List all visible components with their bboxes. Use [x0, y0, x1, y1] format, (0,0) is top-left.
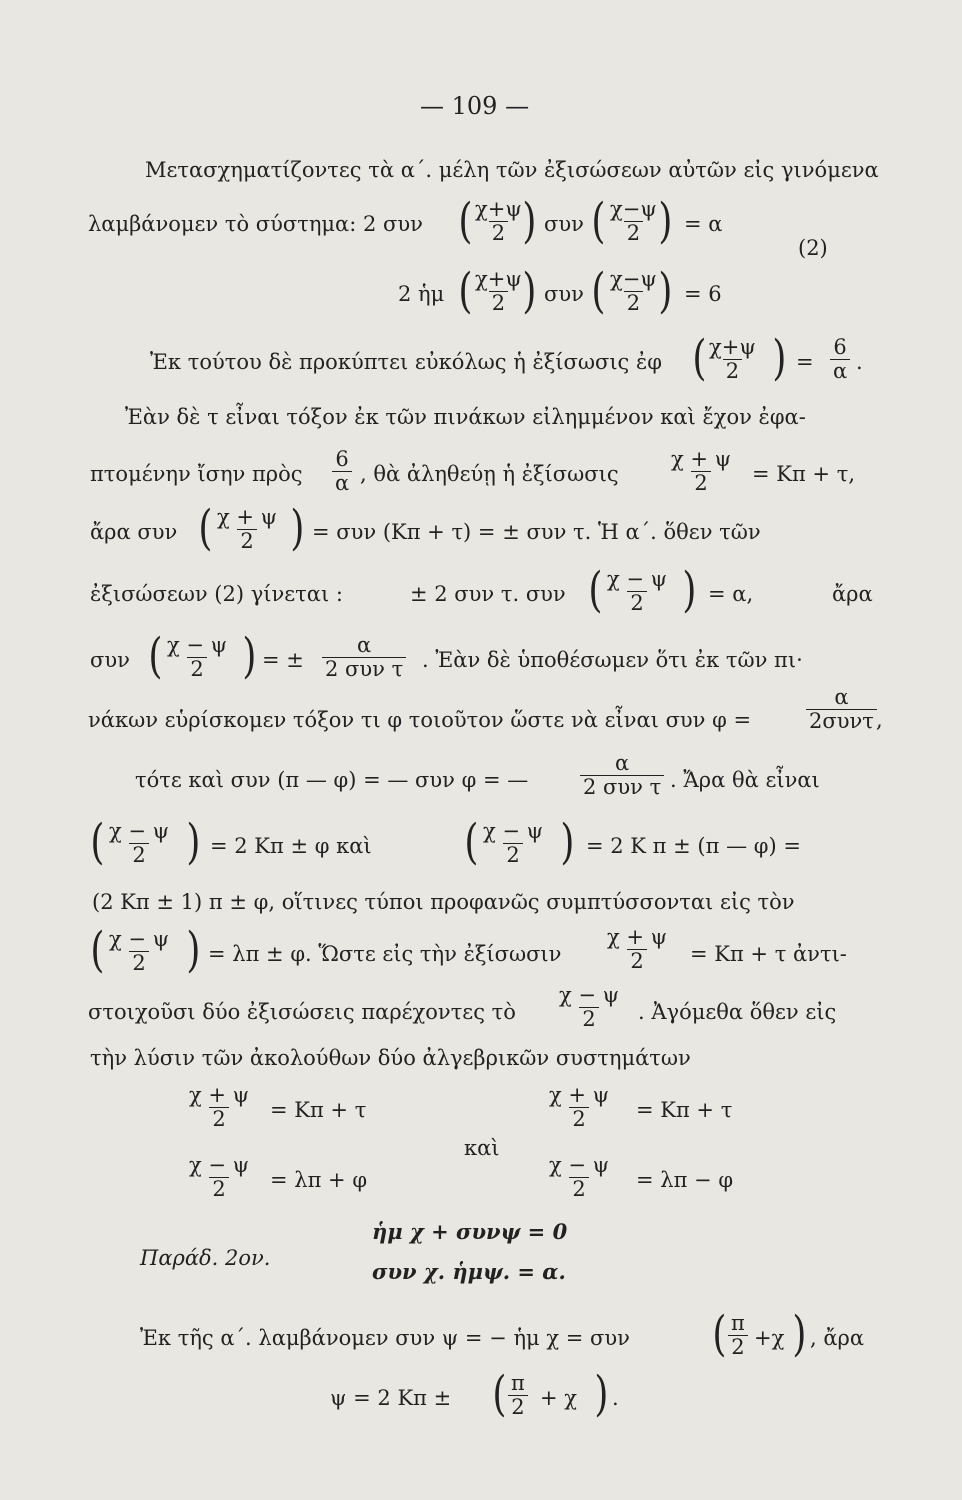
denominator: 2: [129, 951, 148, 975]
paren-right: ): [186, 922, 201, 978]
text-fragment: . Ἄρα θὰ εἶναι: [670, 768, 820, 792]
example-equation-1: ἡμ χ + συνψ = 0: [372, 1219, 568, 1244]
denominator: 2 συν τ: [322, 657, 406, 681]
denominator: 2: [489, 221, 508, 245]
example-label: Παράδ. 2ον.: [140, 1246, 271, 1270]
fraction: [607, 268, 660, 315]
fraction: [668, 448, 734, 495]
text-fragment: = λπ ± φ. Ὥστε εἰς τὴν ἐξίσωσιν: [208, 942, 562, 966]
fraction: [604, 568, 670, 615]
denominator: 2: [569, 1177, 588, 1201]
numerator: α: [357, 633, 372, 657]
numerator: α: [834, 685, 849, 709]
fraction: [556, 984, 622, 1031]
fraction: [806, 686, 877, 733]
paren-left: (: [692, 330, 707, 386]
denominator: 2: [237, 529, 256, 553]
text-fragment: καὶ: [464, 1136, 500, 1160]
text-line-8: ἐξισώσεων (2) γίνεται :: [90, 582, 343, 606]
denominator: 2: [508, 1395, 527, 1419]
numerator: χ+ψ: [709, 335, 756, 359]
numerator: χ − ψ: [189, 1153, 250, 1177]
fraction: [214, 506, 280, 553]
text-fragment: ,: [876, 708, 883, 732]
text-fragment: = Κπ + τ: [270, 1098, 367, 1122]
fraction: [706, 336, 759, 383]
text-fragment: .: [856, 350, 863, 374]
numerator: χ − ψ: [109, 927, 170, 951]
paren-right: ): [186, 814, 201, 870]
fraction: [728, 1312, 748, 1359]
text-fragment: συν: [544, 282, 584, 306]
fraction: [472, 268, 525, 315]
paren-right: ): [522, 193, 537, 249]
numerator: χ+ψ: [475, 197, 522, 221]
denominator: 2: [627, 591, 646, 615]
fraction: [322, 634, 406, 681]
paren-right: ): [772, 330, 787, 386]
paren-left: (: [464, 814, 479, 870]
paren-right: ): [792, 1306, 807, 1362]
text-fragment: = α,: [708, 582, 754, 606]
paren-left: (: [712, 1306, 727, 1362]
paren-left: (: [458, 263, 473, 319]
equation-tag: (2): [798, 236, 828, 260]
numerator: χ − ψ: [549, 1153, 610, 1177]
fraction: [480, 820, 546, 867]
example-equation-2: συν χ. ἡμψ. = α.: [372, 1259, 566, 1284]
numerator: χ − ψ: [109, 819, 170, 843]
fraction: [186, 1084, 252, 1131]
text-fragment: . Ἀγόμεθα ὅθεν εἰς: [638, 1000, 837, 1024]
text-fragment: = 2 Κπ ± φ καὶ: [210, 834, 372, 858]
fraction: [332, 448, 352, 495]
fraction: [472, 198, 525, 245]
text-fragment: = συν (Κπ + τ) = ± συν τ. Ἡ α΄. ὅθεν τῶν: [312, 520, 761, 544]
text-line-7: ἄρα συν: [90, 520, 178, 544]
denominator: 2: [187, 657, 206, 681]
text-fragment: ± 2 συν τ. συν: [410, 582, 566, 606]
numerator: π: [511, 1371, 525, 1395]
fraction: [546, 1154, 612, 1201]
paren-left: (: [458, 193, 473, 249]
numerator: χ−ψ: [610, 267, 657, 291]
text-line-15: στοιχοῦσι δύο ἐξισώσεις παρέχοντες τὸ: [88, 1000, 516, 1024]
paren-right: ): [522, 263, 537, 319]
text-fragment: 2 ἡμ: [398, 282, 445, 306]
text-fragment: ἄρα: [832, 582, 873, 606]
text-fragment: =: [796, 350, 814, 374]
denominator: 2: [129, 843, 148, 867]
text-fragment: συν: [544, 212, 584, 236]
numerator: χ − ψ: [559, 983, 620, 1007]
denominator: 2συντ: [806, 709, 877, 733]
numerator: χ + ψ: [607, 925, 668, 949]
fraction: [106, 928, 172, 975]
denominator: 2 συν τ: [580, 775, 664, 799]
text-line-6: πτομένην ἴσην πρὸς: [90, 462, 303, 486]
text-fragment: .: [612, 1386, 619, 1410]
text-line-1: Μετασχηματίζοντες τὰ α΄. μέλη τῶν ἐξισώσεων αὐτῶν εἰς γινόμενα: [145, 158, 879, 182]
paren-left: (: [148, 628, 163, 684]
numerator: 6: [833, 335, 847, 359]
paren-left: (: [198, 500, 213, 556]
text-fragment: = λπ + φ: [270, 1168, 368, 1192]
numerator: π: [731, 1311, 745, 1335]
denominator: 2: [627, 949, 646, 973]
text-fragment: = Κπ + τ: [636, 1098, 733, 1122]
paren-left: (: [588, 562, 603, 618]
numerator: χ + ψ: [549, 1083, 610, 1107]
denominator: 2: [503, 843, 522, 867]
numerator: χ + ψ: [671, 447, 732, 471]
fraction: [830, 336, 850, 383]
text-line-21: ψ = 2 Κπ ±: [330, 1386, 452, 1410]
fraction: [106, 820, 172, 867]
denominator: α: [332, 471, 352, 495]
page-number: — 109 —: [420, 92, 530, 120]
paren-left: (: [591, 193, 606, 249]
text-fragment: + χ: [540, 1386, 577, 1410]
numerator: χ − ψ: [483, 819, 544, 843]
paren-right: ): [682, 562, 697, 618]
denominator: 2: [624, 291, 643, 315]
text-line-2: λαμβάνομεν τὸ σύστημα: 2 συν: [88, 212, 423, 236]
paren-left: (: [591, 263, 606, 319]
fraction: [164, 634, 230, 681]
numerator: α: [615, 751, 630, 775]
paren-right: ): [290, 500, 305, 556]
numerator: χ−ψ: [610, 197, 657, 221]
text-fragment: . Ἐὰν δὲ ὑποθέσωμεν ὅτι ἐκ τῶν πι·: [422, 648, 803, 672]
denominator: 2: [579, 1007, 598, 1031]
text-line-4: Ἐκ τούτου δὲ προκύπτει εὐκόλως ἡ ἐξίσωσις ἐφ: [150, 350, 662, 374]
text-fragment: = Κπ + τ,: [752, 462, 856, 486]
text-line-10: νάκων εὑρίσκομεν τόξον τι φ τοιοῦτον ὥστε νὰ εἶναι συν φ =: [88, 708, 752, 732]
numerator: χ + ψ: [189, 1083, 250, 1107]
fraction: [580, 752, 664, 799]
text-fragment: = α: [684, 212, 723, 236]
numerator: χ+ψ: [475, 267, 522, 291]
paren-right: ): [242, 628, 257, 684]
text-fragment: = ±: [262, 648, 304, 672]
text-line-5: Ἐὰν δὲ τ εἶναι τόξον ἐκ τῶν πινάκων εἰλημμένον καὶ ἔχον ἐφα-: [125, 405, 806, 429]
text-fragment: = Κπ + τ ἀντι-: [690, 942, 847, 966]
text-line-9: συν: [90, 648, 130, 672]
text-line-13: (2 Κπ ± 1) π ± φ, οἵτινες τύποι προφανῶς συμπτύσσονται εἰς τὸν: [92, 890, 795, 914]
paren-right: ): [658, 193, 673, 249]
denominator: 2: [209, 1177, 228, 1201]
fraction: [607, 198, 660, 245]
text-fragment: = 2 Κ π ± (π — φ) =: [586, 834, 801, 858]
numerator: χ + ψ: [217, 505, 278, 529]
denominator: α: [830, 359, 850, 383]
denominator: 2: [728, 1335, 747, 1359]
denominator: 2: [569, 1107, 588, 1131]
numerator: 6: [335, 447, 349, 471]
denominator: 2: [624, 221, 643, 245]
paren-left: (: [90, 922, 105, 978]
text-line-16: τὴν λύσιν τῶν ἀκολούθων δύο ἀλγεβρικῶν συστημάτων: [90, 1046, 691, 1070]
fraction: [604, 926, 670, 973]
denominator: 2: [489, 291, 508, 315]
numerator: χ − ψ: [607, 567, 668, 591]
denominator: 2: [691, 471, 710, 495]
fraction: [508, 1372, 528, 1419]
text-line-20: Ἐκ τῆς α΄. λαμβάνομεν συν ψ = − ἡμ χ = συν: [140, 1326, 630, 1350]
paren-right: ): [658, 263, 673, 319]
fraction: [546, 1084, 612, 1131]
text-fragment: = 6: [684, 282, 722, 306]
text-line-11: τότε καὶ συν (π — φ) = — συν φ = —: [135, 768, 529, 792]
fraction: [186, 1154, 252, 1201]
text-fragment: +χ: [754, 1326, 785, 1350]
paren-right: ): [594, 1366, 609, 1422]
text-fragment: = λπ − φ: [636, 1168, 734, 1192]
paren-left: (: [90, 814, 105, 870]
paren-right: ): [560, 814, 575, 870]
numerator: χ − ψ: [167, 633, 228, 657]
denominator: 2: [723, 359, 742, 383]
text-fragment: , θὰ ἀληθεύῃ ἡ ἐξίσωσις: [360, 462, 619, 486]
paren-left: (: [492, 1366, 507, 1422]
denominator: 2: [209, 1107, 228, 1131]
text-fragment: , ἄρα: [810, 1326, 865, 1350]
